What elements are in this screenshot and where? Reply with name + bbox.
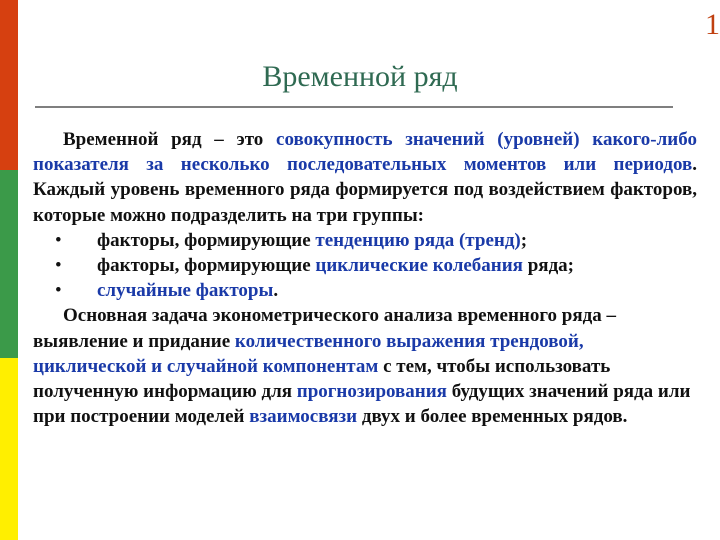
task-text-2: с тем, чтобы использовать полученную информацию для <box>33 355 611 403</box>
bullet-highlight: циклические колебания <box>315 255 523 277</box>
bullet-dot-icon: • <box>55 280 62 302</box>
bullet-dot-icon: • <box>55 255 62 277</box>
slide-number: 1 <box>705 8 720 41</box>
task-text-4: двух и более временных рядов. <box>357 406 628 428</box>
slide-title: Временной ряд <box>262 60 458 93</box>
bullet-text: факторы, формирующие <box>97 229 316 251</box>
task-highlight-3: взаимосвязи <box>249 406 358 428</box>
task-text-3: будущих значений ряда или при построении моделей <box>33 381 691 428</box>
task-paragraph <box>33 303 697 429</box>
title-underline <box>35 106 673 108</box>
bullet-text: факторы, формирующие <box>97 255 316 277</box>
definition-paragraph <box>33 127 697 228</box>
bullet-text-end: . <box>273 280 279 302</box>
side-bar-green-segment <box>0 170 18 358</box>
bullet-highlight: тенденцию ряда (тренд) <box>315 229 521 251</box>
definition-text-2: . Каждый уровень временного ряда формируется под воздействием факторов, которые можно подразделить на три группы: <box>33 154 697 226</box>
bullet-item <box>33 253 697 278</box>
definition-highlight: совокупность значений (уровней) какого-либо показателя за несколько последовательных моментов или периодов <box>33 129 697 176</box>
side-bar-yellow-segment <box>0 358 18 540</box>
bullet-item <box>33 278 697 303</box>
slide-body <box>33 127 697 429</box>
bullet-dot-icon: • <box>55 229 62 251</box>
task-highlight-2: прогнозирования <box>296 381 447 403</box>
task-text-1: Основная задача эконометрического анализа временного ряда – выявление и придание <box>33 305 616 352</box>
bullet-text-end: ; <box>520 229 528 251</box>
task-highlight-1: количественного выражения трендовой, циклической и случайной компонентам <box>33 330 584 377</box>
bullet-highlight: случайные факторы <box>97 280 274 302</box>
definition-text-1: Временной ряд – это <box>63 129 277 150</box>
bullet-item <box>33 228 697 253</box>
bullet-text-end: ряда; <box>522 255 575 277</box>
